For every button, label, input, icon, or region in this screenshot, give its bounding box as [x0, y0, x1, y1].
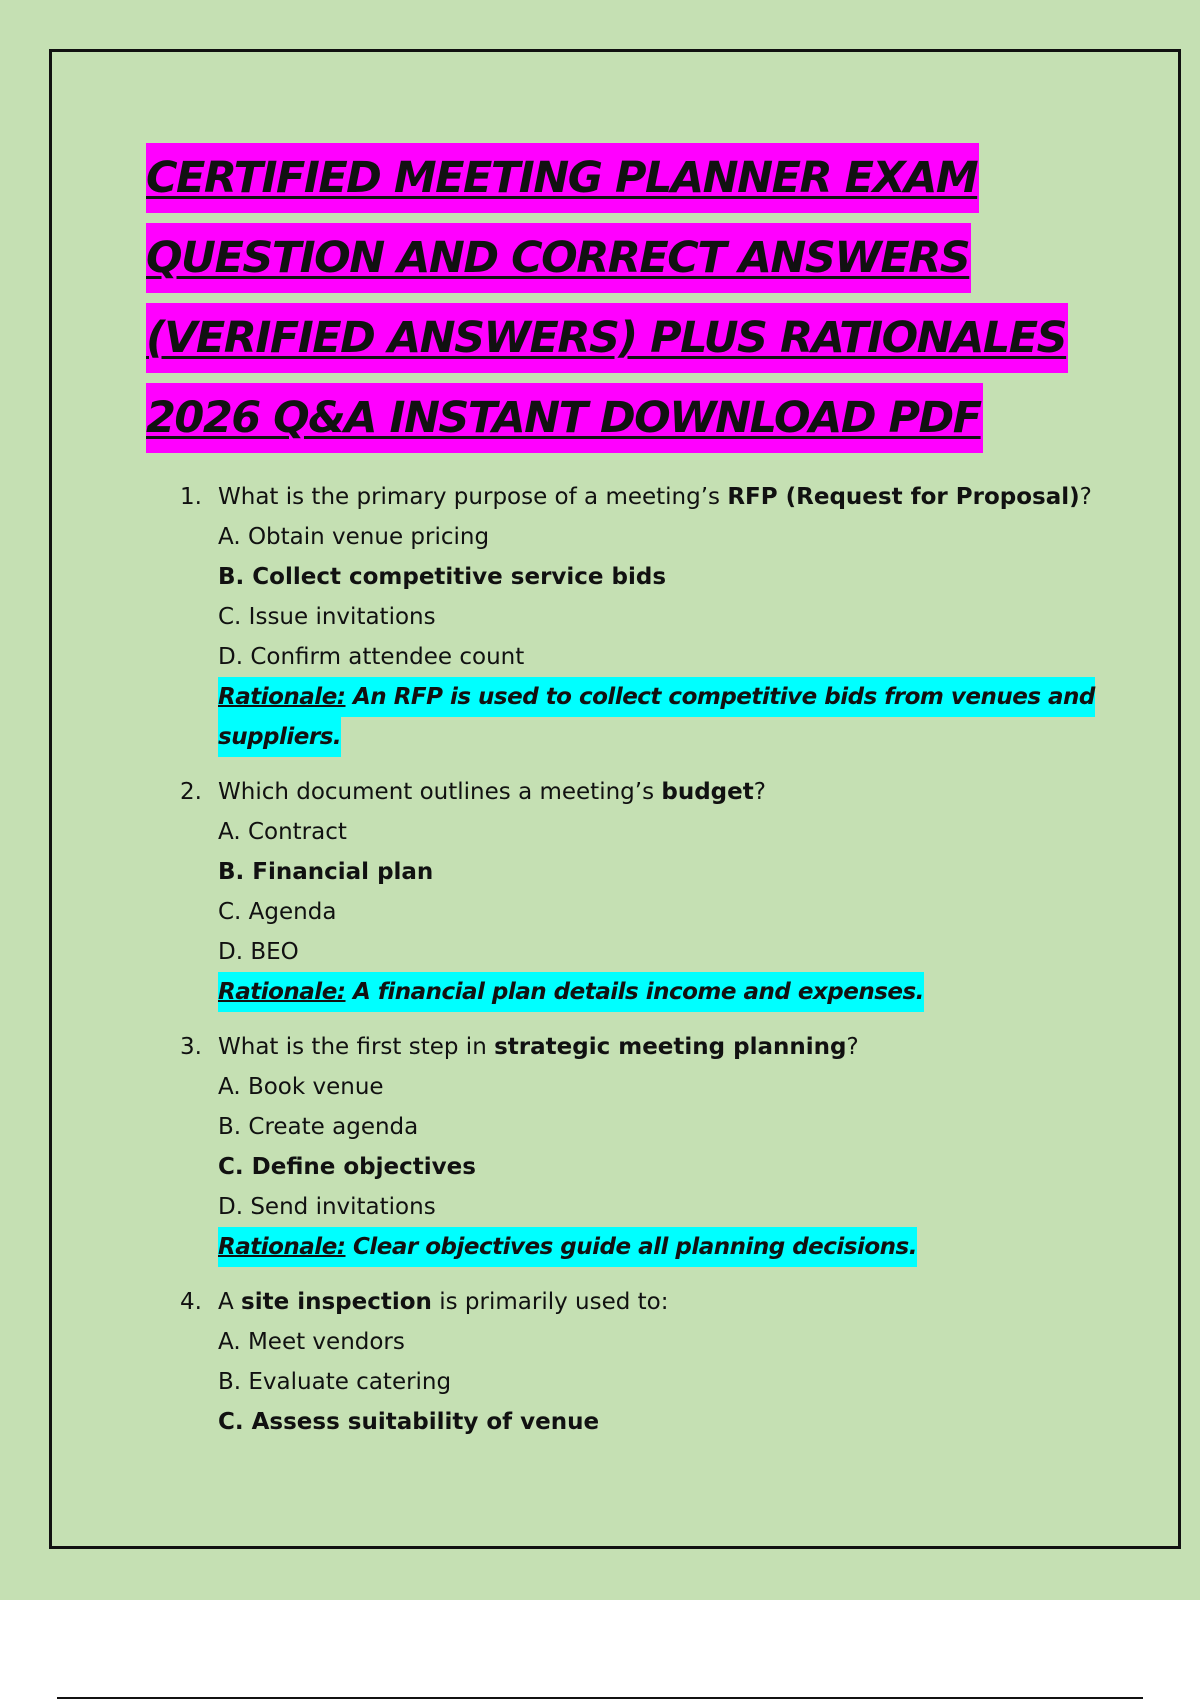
question-text-part: ? [1079, 484, 1092, 510]
correct-answer-option: B. Financial plan [218, 859, 434, 885]
title-line: QUESTION AND CORRECT ANSWERS [146, 223, 971, 293]
answer-option: B. Create agenda [218, 1114, 419, 1140]
document-title [146, 143, 1146, 453]
question-keyword: RFP (Request for Proposal) [727, 484, 1080, 510]
rationale-text: An RFP is used to collect competitive bids from venues and [345, 684, 1095, 710]
rationale [146, 1227, 1146, 1267]
question-keyword: budget [661, 779, 754, 805]
rationale-line [218, 717, 341, 757]
question-text-part: is primarily used to: [431, 1289, 669, 1315]
rationale [146, 972, 1146, 1012]
rationale-label: Rationale: [218, 684, 346, 710]
question-text [146, 1027, 1146, 1067]
rationale-line [218, 972, 924, 1012]
question-keyword: site inspection [241, 1289, 432, 1315]
question-number: 2. [180, 779, 202, 805]
answer-option: A. Meet vendors [218, 1329, 405, 1355]
rationale-label: Rationale: [218, 979, 346, 1005]
question-number: 1. [180, 484, 202, 510]
answer-option: A. Obtain venue pricing [218, 524, 490, 550]
question-number: 4. [180, 1289, 202, 1315]
question-item [146, 1027, 1146, 1267]
question-list [146, 477, 1146, 1442]
answer-option: D. BEO [218, 939, 299, 965]
question-text-part: What is the first step in [218, 1034, 495, 1060]
question-text [146, 1282, 1146, 1322]
rationale-text: A financial plan details income and expenses. [345, 979, 924, 1005]
title-line: 2026 Q&A INSTANT DOWNLOAD PDF [146, 383, 983, 453]
question-item [146, 477, 1146, 757]
question-item [146, 1282, 1146, 1442]
correct-answer-option: C. Define objectives [218, 1154, 476, 1180]
footer-divider [57, 1697, 1143, 1699]
answer-option: C. Agenda [218, 899, 337, 925]
question-keyword: strategic meeting planning [494, 1034, 847, 1060]
question-text-part: ? [846, 1034, 859, 1060]
answer-option: A. Contract [218, 819, 347, 845]
rationale-line [218, 677, 1095, 717]
question-text-part: A [218, 1289, 242, 1315]
answer-option: B. Evaluate catering [218, 1369, 452, 1395]
answer-option: C. Issue invitations [218, 604, 436, 630]
correct-answer-option: B. Collect competitive service bids [218, 564, 667, 590]
question-text-part: What is the primary purpose of a meeting’s [218, 484, 728, 510]
rationale-text: Clear objectives guide all planning decisions. [345, 1234, 917, 1260]
question-text [146, 477, 1146, 517]
question-text [146, 772, 1146, 812]
question-item [146, 772, 1146, 1012]
rationale [146, 677, 1146, 757]
question-text-part: Which document outlines a meeting’s [218, 779, 662, 805]
rationale-line [218, 1227, 917, 1267]
answer-option: A. Book venue [218, 1074, 384, 1100]
rationale-text: suppliers. [218, 724, 342, 750]
title-line: CERTIFIED MEETING PLANNER EXAM [146, 143, 979, 213]
rationale-label: Rationale: [218, 1234, 346, 1260]
answer-option: D. Confirm attendee count [218, 644, 525, 670]
correct-answer-option: C. Assess suitability of venue [218, 1409, 600, 1435]
question-text-part: ? [753, 779, 766, 805]
title-line: (VERIFIED ANSWERS) PLUS RATIONALES [146, 303, 1068, 373]
question-number: 3. [180, 1034, 202, 1060]
document-content [146, 143, 1146, 1457]
answer-option: D. Send invitations [218, 1194, 436, 1220]
